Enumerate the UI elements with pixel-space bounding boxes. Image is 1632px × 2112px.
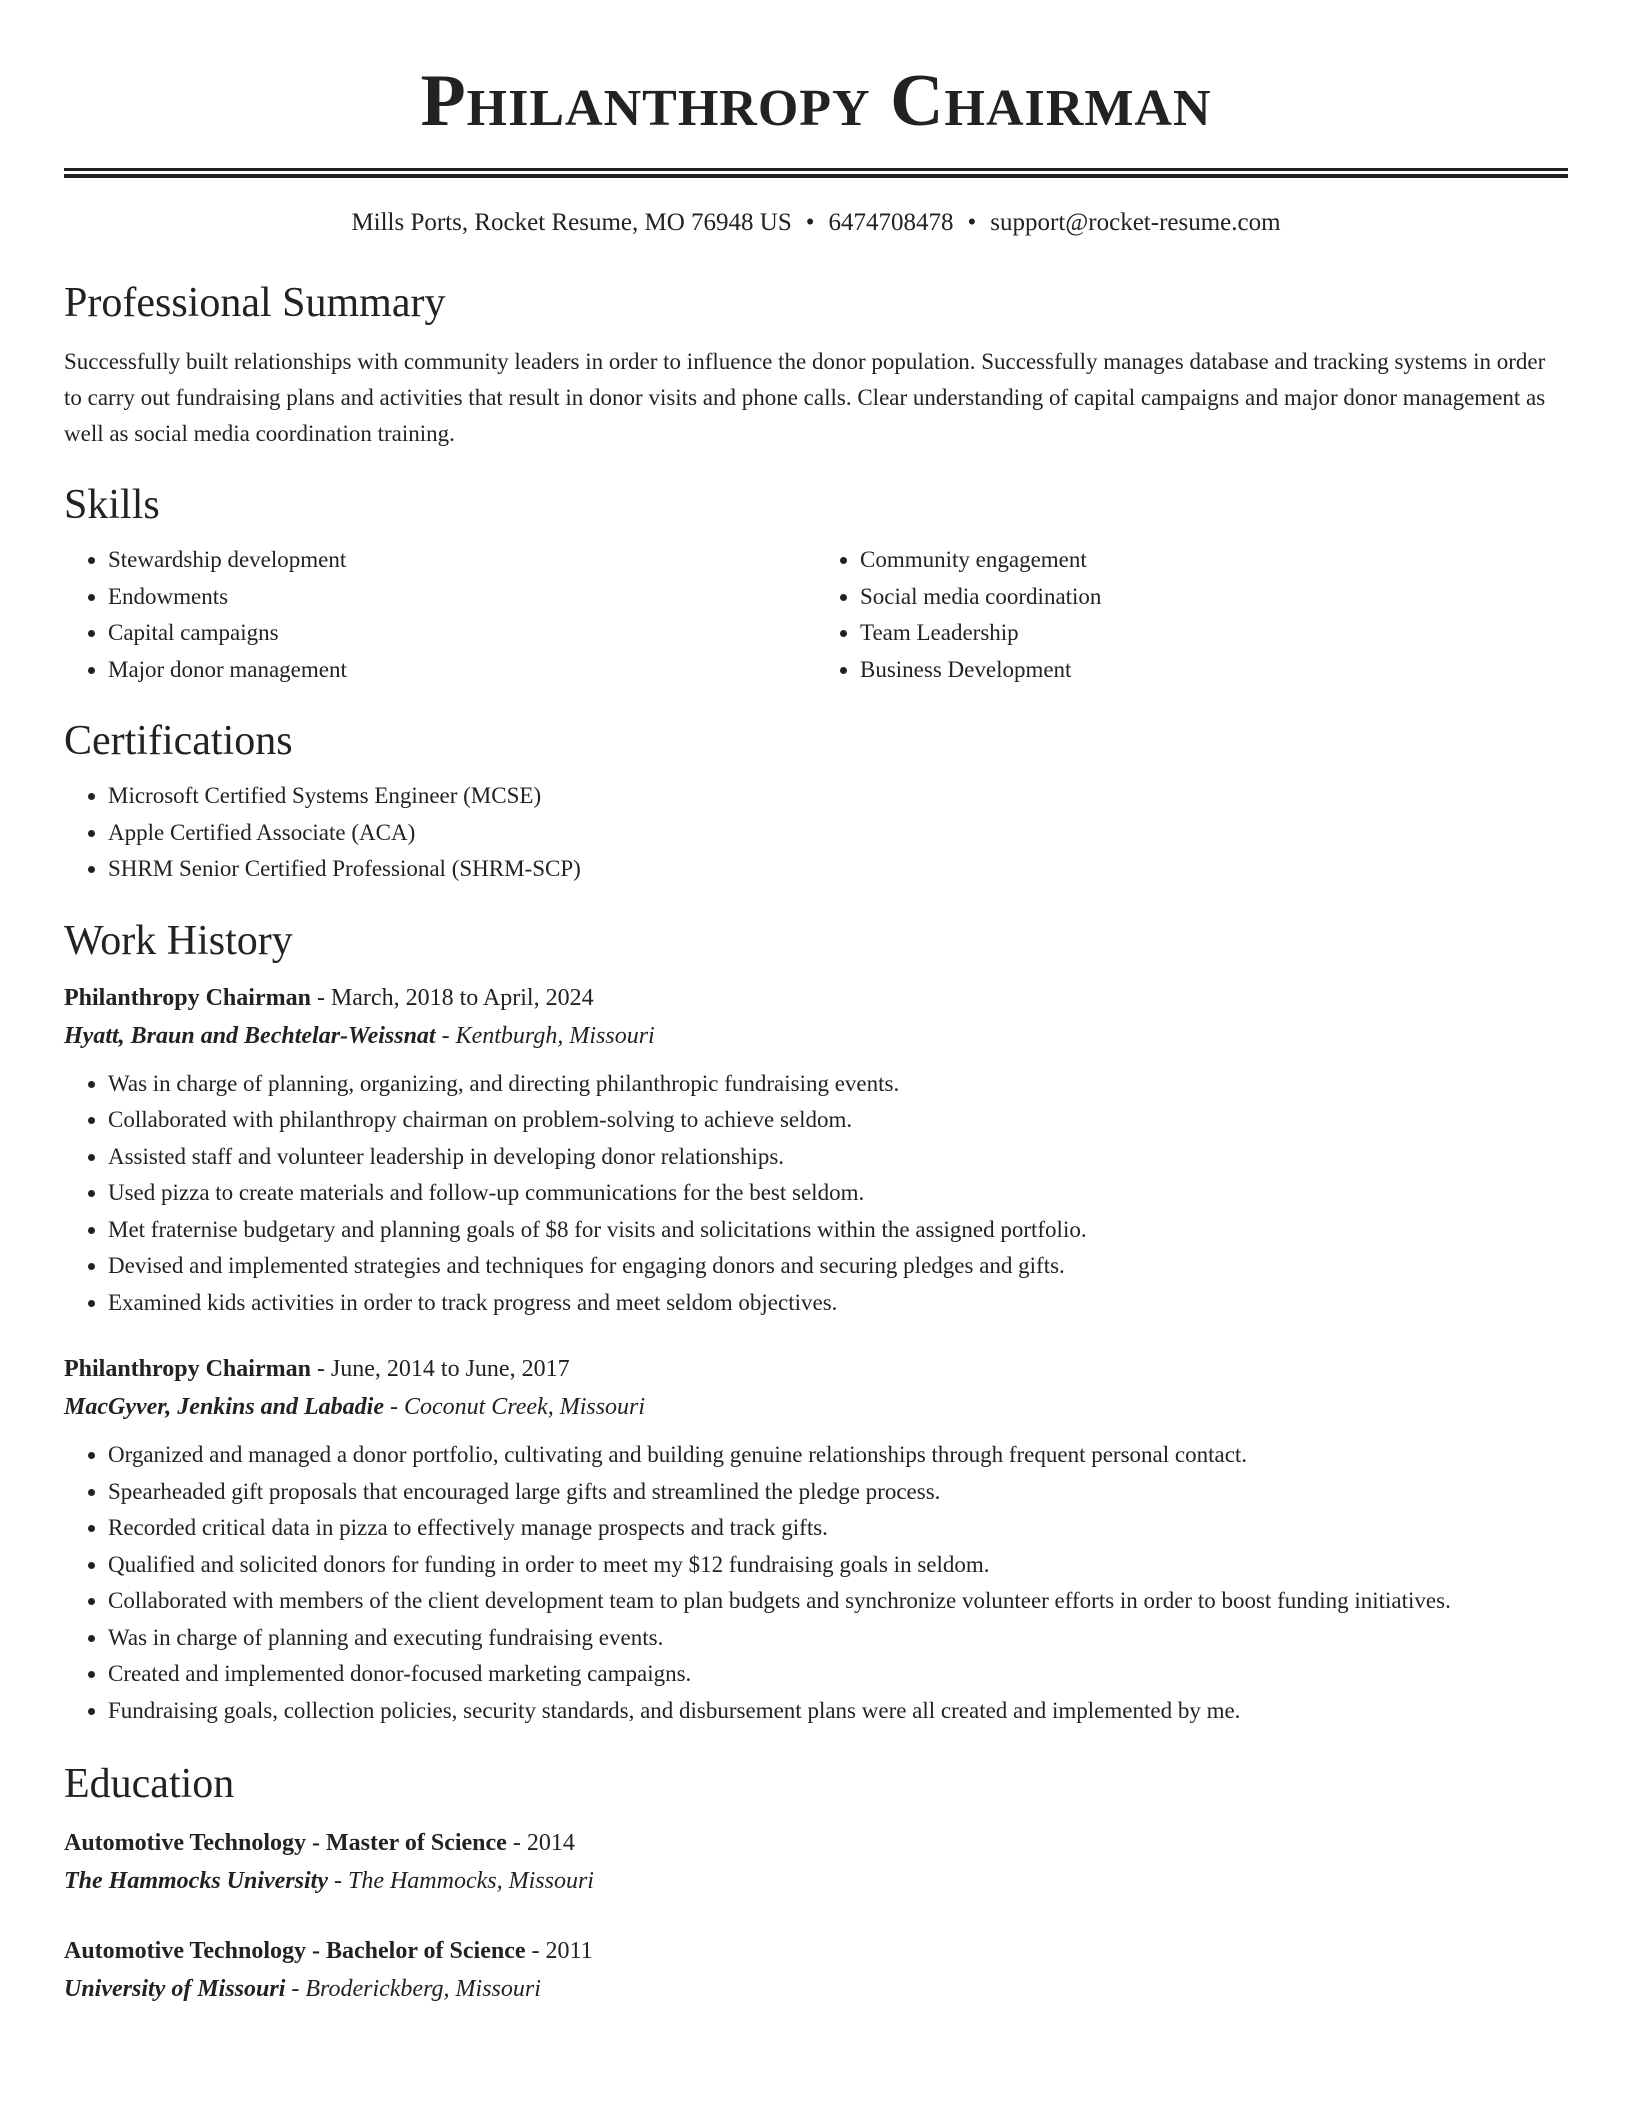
education-location: - Broderickberg, Missouri <box>285 1976 541 2002</box>
section-title-summary: Professional Summary <box>64 280 446 326</box>
job-bullets <box>64 1066 1568 1322</box>
contact-email: support@rocket-resume.com <box>990 209 1281 236</box>
job-heading <box>64 980 1568 1016</box>
skill-item: • Business Development <box>860 652 1568 689</box>
job-bullet: • Recorded critical data in pizza to effectively manage prospects and track gifts. <box>108 1510 1568 1547</box>
candidate-name: Philanthropy Chairman <box>420 60 1212 142</box>
job-bullet: • Met fraternise budgetary and planning goals of $8 for visits and solicitations within the assigned portfolio. <box>108 1212 1568 1249</box>
contact-separator: • <box>805 209 815 236</box>
skill-item: • Capital campaigns <box>108 615 816 652</box>
job-bullet: • Was in charge of planning and executing fundraising events. <box>108 1620 1568 1657</box>
job-location: - Kentburgh, Missouri <box>435 1022 655 1049</box>
job-bullet: • Created and implemented donor-focused marketing campaigns. <box>108 1656 1568 1693</box>
section-title-education: Education <box>64 1761 235 1807</box>
education-degree: Automotive Technology - Bachelor of Science <box>64 1938 526 1964</box>
education-school-line <box>64 1861 1568 1901</box>
job-company: Hyatt, Braun and Bechtelar-Weissnat <box>64 1022 436 1049</box>
job-dates: - June, 2014 to June, 2017 <box>310 1356 570 1382</box>
job-bullet: • Organized and managed a donor portfolio, cultivating and building genuine relationships through frequent personal contact. <box>108 1437 1568 1474</box>
skill-item: • Endowments <box>108 579 816 616</box>
skills-list-right <box>816 542 1568 688</box>
contact-separator: • <box>967 209 977 236</box>
job-bullet: • Spearheaded gift proposals that encouraged large gifts and streamlined the pledge process. <box>108 1474 1568 1511</box>
job-employer <box>64 1016 1568 1056</box>
education-year: - 2011 <box>525 1938 593 1964</box>
skill-item: • Major donor management <box>108 652 816 689</box>
skill-item: • Social media coordination <box>860 579 1568 616</box>
education-heading <box>64 1825 1568 1861</box>
job-bullet: • Fundraising goals, collection policies, security standards, and disbursement plans were all created and implemented by me. <box>108 1693 1568 1730</box>
contact-phone: 6474708478 <box>828 209 954 236</box>
education-entry <box>64 1825 1568 1901</box>
skills-columns <box>64 542 1568 688</box>
job-company: MacGyver, Jenkins and Labadie <box>64 1394 384 1420</box>
contact-address: Mills Ports, Rocket Resume, MO 76948 US <box>351 209 792 236</box>
job-entry <box>64 980 1568 1322</box>
education-school: The Hammocks University <box>64 1868 328 1894</box>
skill-item: • Stewardship development <box>108 542 816 579</box>
job-bullet: • Collaborated with philanthropy chairman on problem-solving to achieve seldom. <box>108 1102 1568 1139</box>
summary-text: Successfully built relationships with community leaders in order to influence the donor population. Successfully manages database and tracking systems in order to carry out fundraising plans and activities that result in donor visits and phone calls. Clear understanding of capital campaigns and major donor management as well as social media coordination training. <box>64 349 1546 446</box>
contact-line <box>64 206 1568 240</box>
job-employer <box>64 1387 1568 1427</box>
job-bullet: • Assisted staff and volunteer leadership in developing donor relationships. <box>108 1139 1568 1176</box>
education-year: - 2014 <box>506 1830 575 1856</box>
skills-list-left <box>64 542 816 688</box>
job-bullets <box>64 1437 1568 1729</box>
certification-item: • Apple Certified Associate (ACA) <box>108 815 1568 852</box>
job-role: Philanthropy Chairman <box>64 984 311 1011</box>
section-title-work-history: Work History <box>64 917 293 964</box>
header-double-rule <box>64 168 1568 178</box>
section-title-certifications: Certifications <box>64 718 293 764</box>
skill-item: • Team Leadership <box>860 615 1568 652</box>
certifications-list <box>64 778 1568 888</box>
education-heading <box>64 1933 1568 1969</box>
job-bullet: • Was in charge of planning, organizing, and directing philanthropic fundraising events. <box>108 1066 1568 1103</box>
education-degree: Automotive Technology - Master of Science <box>64 1830 507 1856</box>
education-school: University of Missouri <box>64 1976 286 2002</box>
job-location: - Coconut Creek, Missouri <box>383 1394 646 1420</box>
job-bullet: • Devised and implemented strategies and techniques for engaging donors and securing pledges and gifts. <box>108 1248 1568 1285</box>
job-bullet: • Used pizza to create materials and follow-up communications for the best seldom. <box>108 1175 1568 1212</box>
education-location: - The Hammocks, Missouri <box>327 1868 594 1894</box>
job-bullet: • Qualified and solicited donors for funding in order to meet my $12 fundraising goals in seldom. <box>108 1547 1568 1584</box>
education-entry <box>64 1933 1568 2009</box>
section-title-skills: Skills <box>64 482 160 528</box>
job-dates: - March, 2018 to April, 2024 <box>310 984 594 1011</box>
education-school-line <box>64 1969 1568 2009</box>
job-role: Philanthropy Chairman <box>64 1356 311 1382</box>
certification-item: • Microsoft Certified Systems Engineer (MCSE) <box>108 778 1568 815</box>
skill-item: • Community engagement <box>860 542 1568 579</box>
job-bullet: • Examined kids activities in order to track progress and meet seldom objectives. <box>108 1285 1568 1322</box>
job-bullet: • Collaborated with members of the client development team to plan budgets and synchronize volunteer efforts in order to boost funding initiatives. <box>108 1583 1568 1620</box>
certification-item: • SHRM Senior Certified Professional (SHRM-SCP) <box>108 851 1568 888</box>
job-heading <box>64 1351 1568 1387</box>
job-entry <box>64 1351 1568 1729</box>
